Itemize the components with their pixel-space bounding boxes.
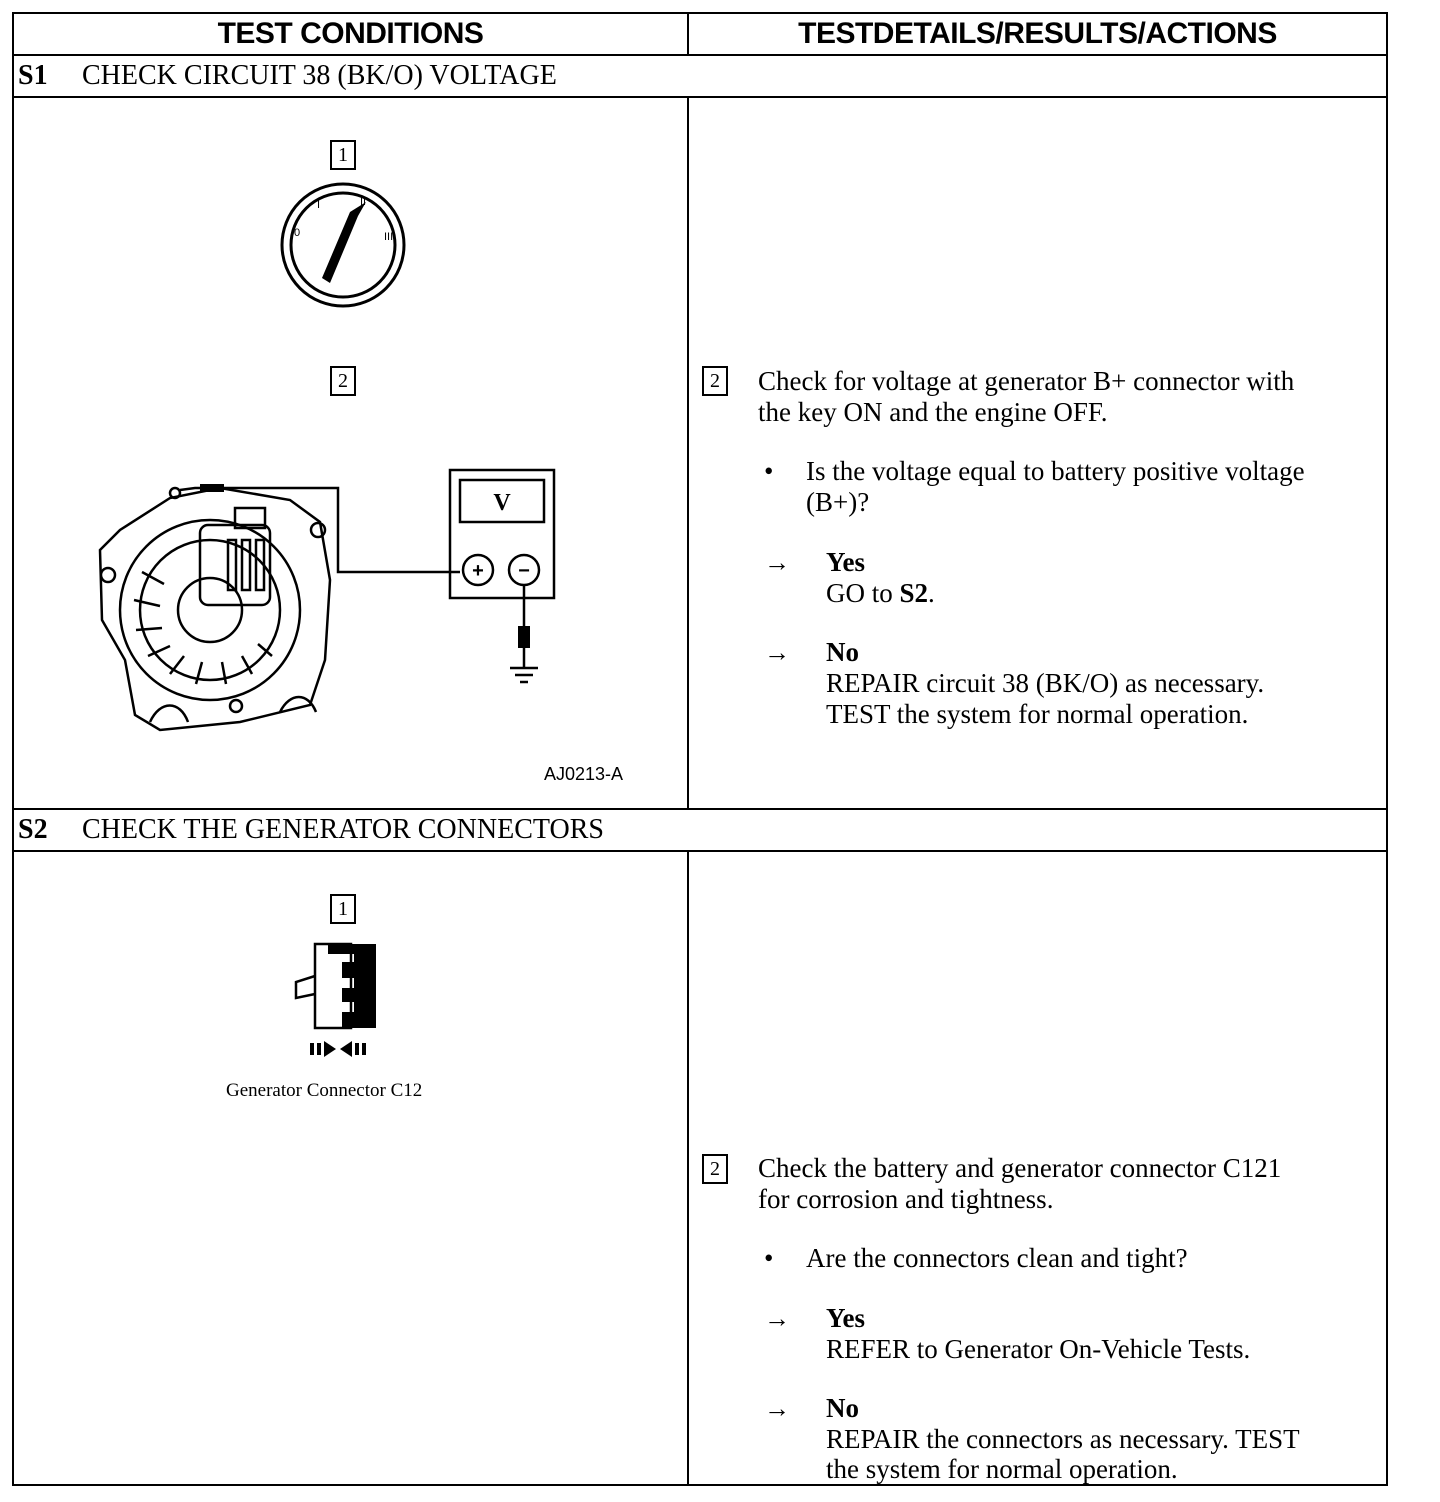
ignition-switch-icon xyxy=(270,180,420,310)
s1-detail-line-2: the key ON and the engine OFF. xyxy=(758,397,1108,427)
s1-detail-line-1: Check for voltage at generator B+ connector with xyxy=(758,366,1295,396)
ign-label-1: I xyxy=(317,199,321,211)
s1-yes-action-ref: S2 xyxy=(899,578,929,608)
s2-title-divider xyxy=(12,850,1388,852)
s1-yes-action xyxy=(826,578,935,609)
s1-no-action-line-1: REPAIR circuit 38 (BK/O) as necessary. xyxy=(826,668,1265,698)
s1-yes-action-pre: GO to xyxy=(826,578,900,608)
s2-figure-badge-1: 1 xyxy=(330,894,356,924)
generator-icon xyxy=(100,488,330,730)
s2-no-arrow-icon: → xyxy=(764,1394,790,1423)
generator-voltmeter-diagram xyxy=(80,460,580,750)
s1-no-label: No xyxy=(826,637,859,667)
s1-yes-label: Yes xyxy=(826,547,865,577)
s1-column-divider xyxy=(687,96,689,808)
s2-question-line-1: Are the connectors clean and tight? xyxy=(806,1243,1188,1273)
s1-no-action-line-2: TEST the system for normal operation. xyxy=(826,699,1249,729)
ign-label-3: III xyxy=(384,231,394,243)
step-s2-title: CHECK THE GENERATOR CONNECTORS xyxy=(82,814,604,845)
s2-yes-action: REFER to Generator On-Vehicle Tests. xyxy=(826,1334,1251,1364)
header-test-details: TESTDETAILS/RESULTS/ACTIONS xyxy=(798,17,1277,50)
s2-detail-badge: 2 xyxy=(702,1154,728,1184)
step-s2-title-row xyxy=(18,810,604,850)
step-s2-number: S2 xyxy=(18,814,48,845)
step-s1-title: CHECK CIRCUIT 38 (BK/O) VOLTAGE xyxy=(82,60,557,91)
s1-question-line-1: Is the voltage equal to battery positive voltage xyxy=(806,456,1305,486)
s2-yes-label: Yes xyxy=(826,1303,865,1333)
ign-label-2: II xyxy=(360,196,367,208)
s1-figure-badge-1: 1 xyxy=(330,140,356,170)
s2-no-label: No xyxy=(826,1393,859,1423)
s1-detail-badge: 2 xyxy=(702,366,728,396)
s1-figure-code: AJ0213-A xyxy=(544,764,624,784)
s1-title-divider xyxy=(12,96,1388,98)
s2-column-divider xyxy=(687,850,689,1486)
s2-figure-caption: Generator Connector C12 xyxy=(226,1080,423,1101)
s1-no-arrow-icon: → xyxy=(764,638,790,667)
s2-bullet: • xyxy=(764,1243,774,1273)
generator-connector-icon xyxy=(290,940,390,1065)
ign-label-0: 0 xyxy=(294,227,301,239)
s1-bullet: • xyxy=(764,456,774,486)
s2-detail-line-2: for corrosion and tightness. xyxy=(758,1184,1054,1214)
ground-icon xyxy=(510,668,538,682)
s2-yes-arrow-icon: → xyxy=(764,1304,790,1333)
step-s1-title-row xyxy=(18,56,557,96)
step-s1-number: S1 xyxy=(18,60,48,91)
header-test-conditions: TEST CONDITIONS xyxy=(217,17,484,50)
s1-question-line-2: (B+)? xyxy=(806,487,870,517)
s2-detail-line-1: Check the battery and generator connector C121 xyxy=(758,1153,1282,1183)
s2-no-action-line-1: REPAIR the connectors as necessary. TEST xyxy=(826,1424,1300,1454)
s1-yes-action-post: . xyxy=(928,578,935,608)
plus-sign: + xyxy=(472,560,484,582)
s1-yes-arrow-icon: → xyxy=(764,548,790,577)
s2-no-action-line-2: the system for normal operation. xyxy=(826,1454,1178,1484)
voltmeter-label: V xyxy=(493,490,511,516)
s1-figure-badge-2: 2 xyxy=(330,366,356,396)
minus-sign: − xyxy=(518,560,530,582)
